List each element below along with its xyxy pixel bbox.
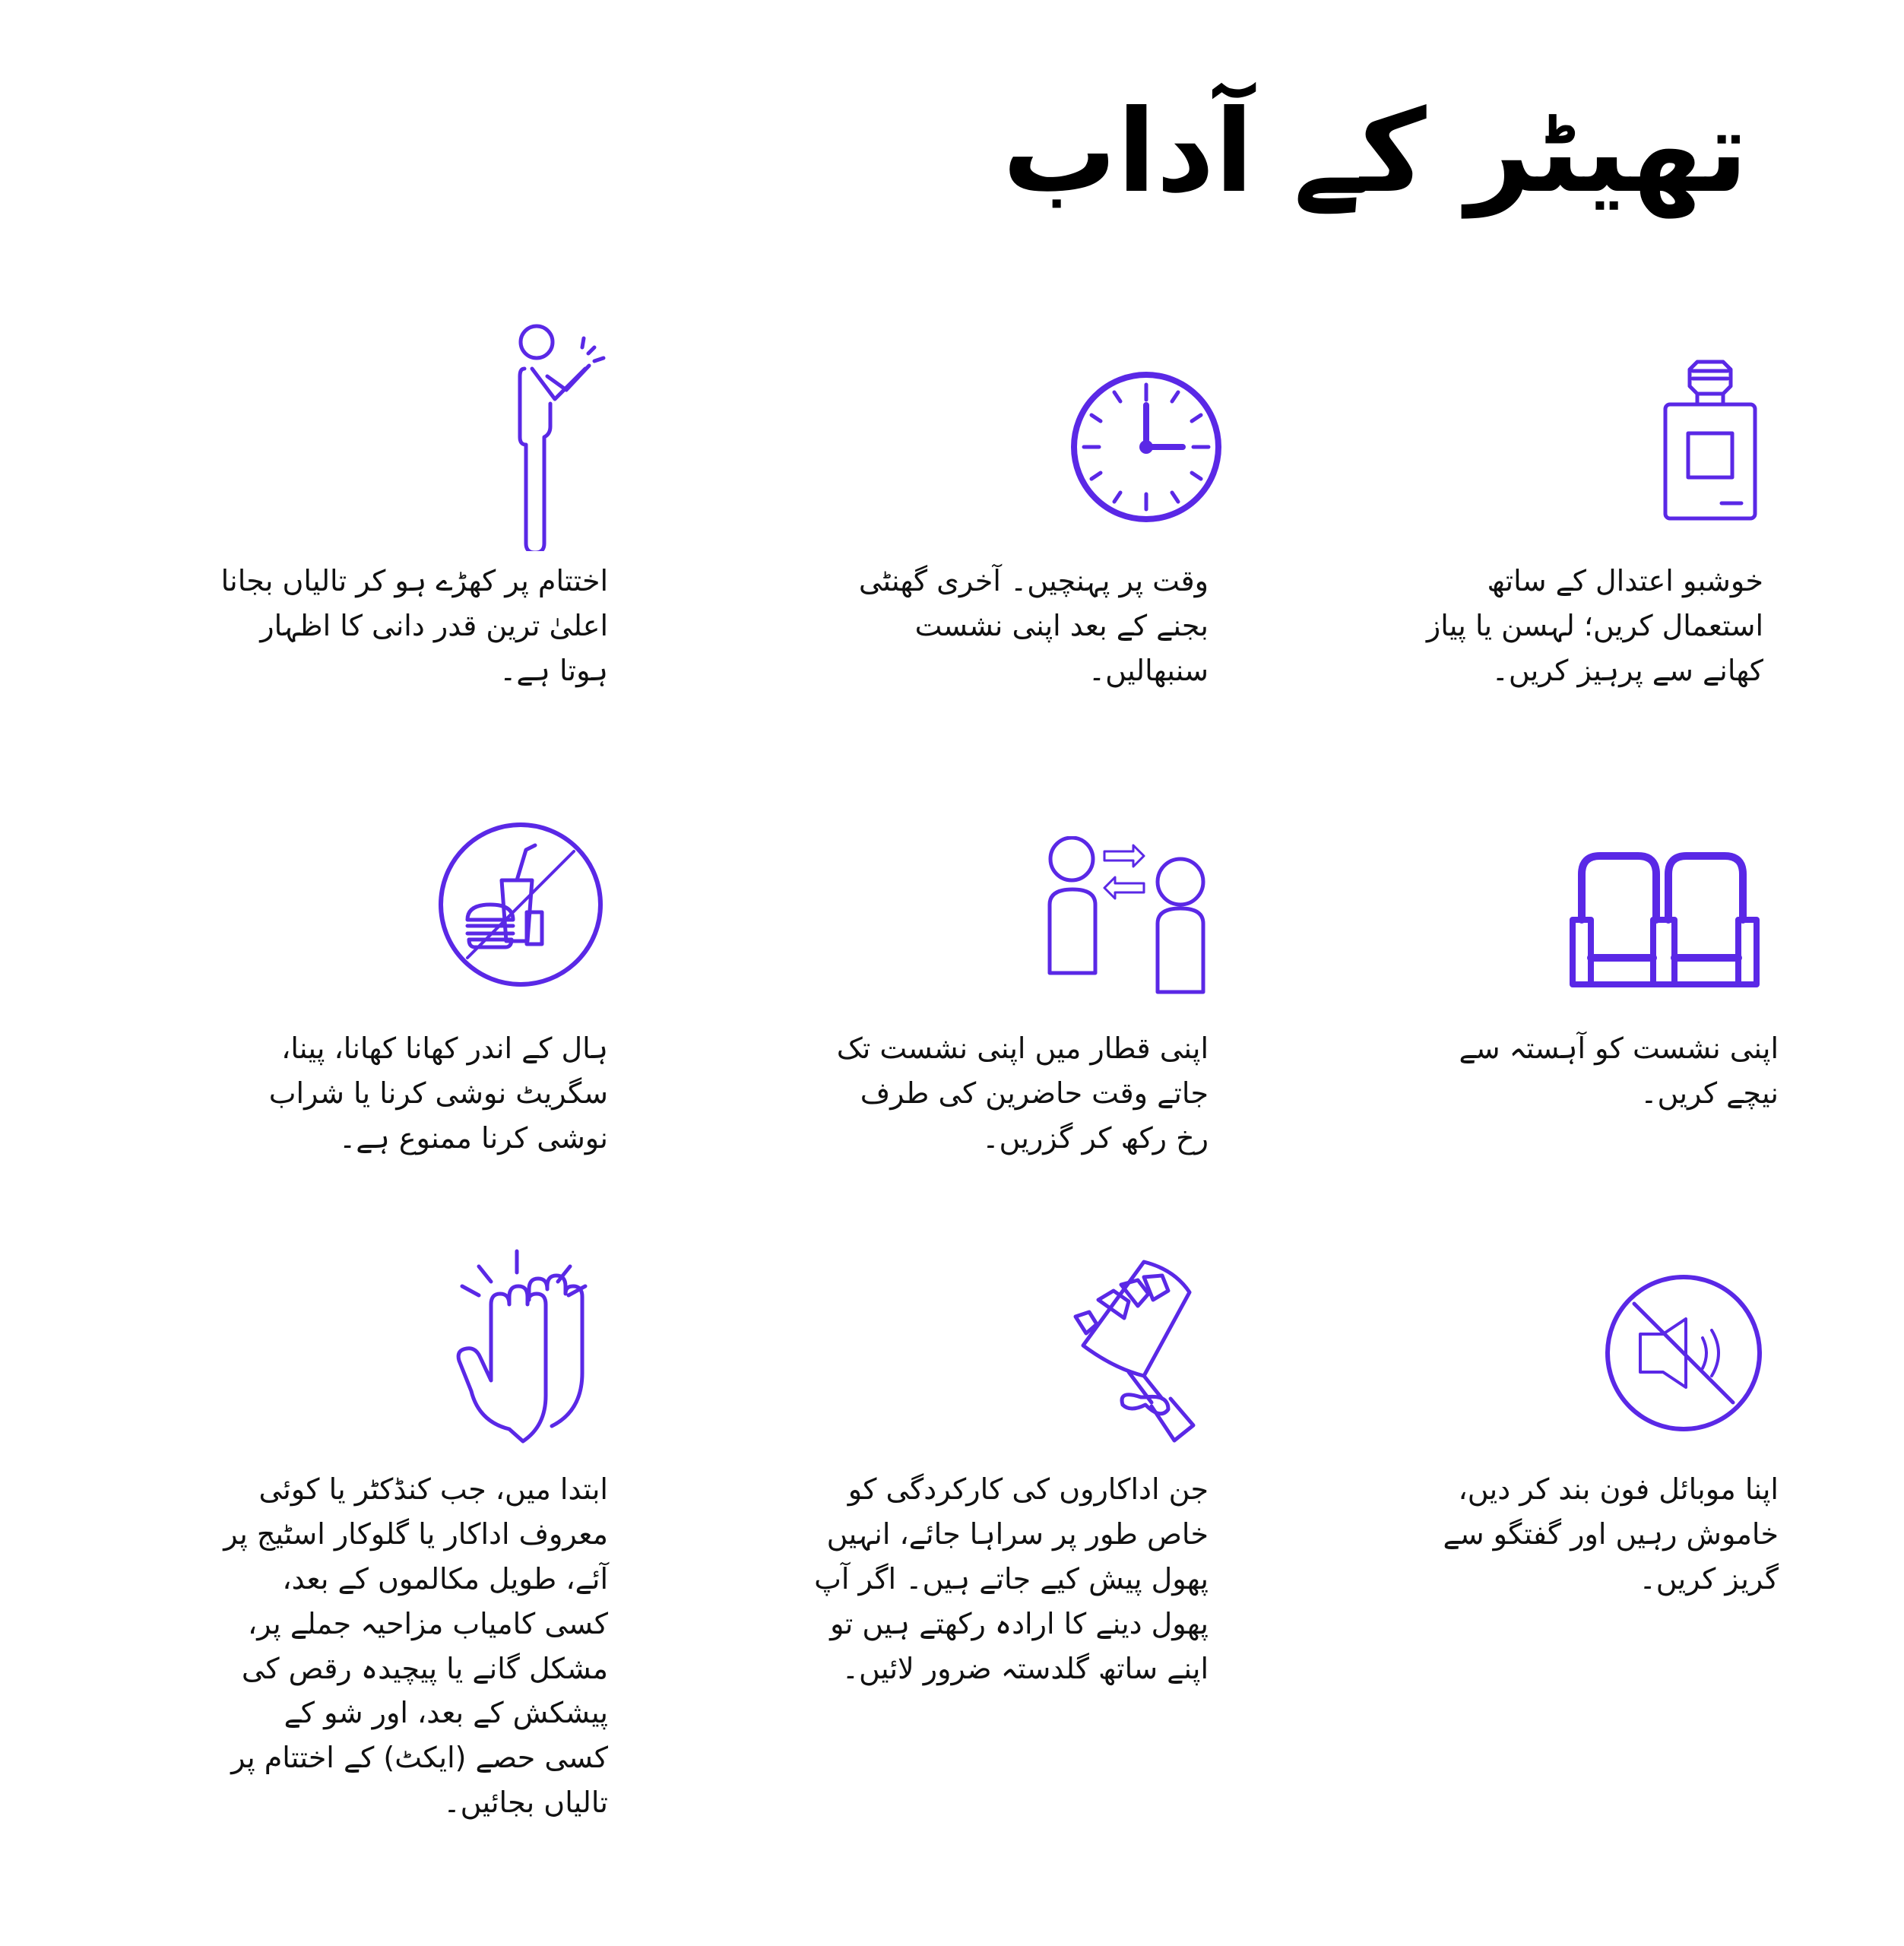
caption-passing: اپنی قطار میں اپنی نشست تک جاتے وقت حاضرین کی طرف رخ رکھ کر گزریں۔ — [836, 1032, 1209, 1155]
caption-no-food: ہال کے اندر کھانا کھانا، پینا، سگریٹ نوشی کرنا یا شراب نوشی کرنا ممنوع ہے۔ — [268, 1032, 608, 1155]
page-title: تھیٹر کے آداب — [1002, 86, 1748, 218]
no-phone-sound-icon — [1604, 1273, 1763, 1433]
clock-icon — [1070, 371, 1222, 523]
standing-clapping-person-icon — [509, 323, 608, 551]
clapping-hands-icon — [456, 1247, 589, 1444]
caption-standing-ovation: اختتام پر کھڑے ہو کر تالیاں بجانا اعلیٰ ترین قدر دانی کا اظہار ہوتا ہے۔ — [220, 564, 608, 687]
caption-clock: وقت پر پہنچیں۔ آخری گھنٹی بجنے کے بعد اپنی نشست سنبھالیں۔ — [858, 564, 1209, 687]
caption-applause: ابتدا میں، جب کنڈکٹر یا کوئی معروف اداکار یا گلوکار اسٹیج پر آئے، طویل مکالموں کے بعد، کسی کامیاب مزاحیہ جملے پر، مشکل گانے یا پیچیدہ رقص کی پیشکش کے بعد، اور شو کے کسی حصے (ایکٹ) کے اختتام پر تالیاں بجائیں۔ — [223, 1472, 608, 1820]
no-food-drink-icon — [437, 821, 604, 988]
perfume-bottle-icon — [1661, 357, 1760, 525]
caption-flowers: جن اداکاروں کی کارکردگی کو خاص طور پر سراہا جائے، انہیں پھول پیش کیے جاتے ہیں۔ اگر آپ پھول دینے کا ارادہ رکھتے ہیں تو اپنے ساتھ گلدستہ ضرور لائیں۔ — [814, 1472, 1209, 1685]
people-passing-icon — [1045, 836, 1212, 1000]
flower-bouquet-icon — [1068, 1254, 1220, 1444]
caption-perfume: خوشبو اعتدال کے ساتھ استعمال کریں؛ لہسن یا پیاز کھانے سے پرہیز کریں۔ — [1426, 564, 1763, 687]
caption-seat: اپنی نشست کو آہستہ سے نیچے کریں۔ — [1459, 1032, 1779, 1110]
caption-phone: اپنا موبائل فون بند کر دیں، خاموش رہیں اور گفتگو سے گریز کریں۔ — [1443, 1472, 1779, 1596]
theater-seats-icon — [1570, 851, 1760, 988]
